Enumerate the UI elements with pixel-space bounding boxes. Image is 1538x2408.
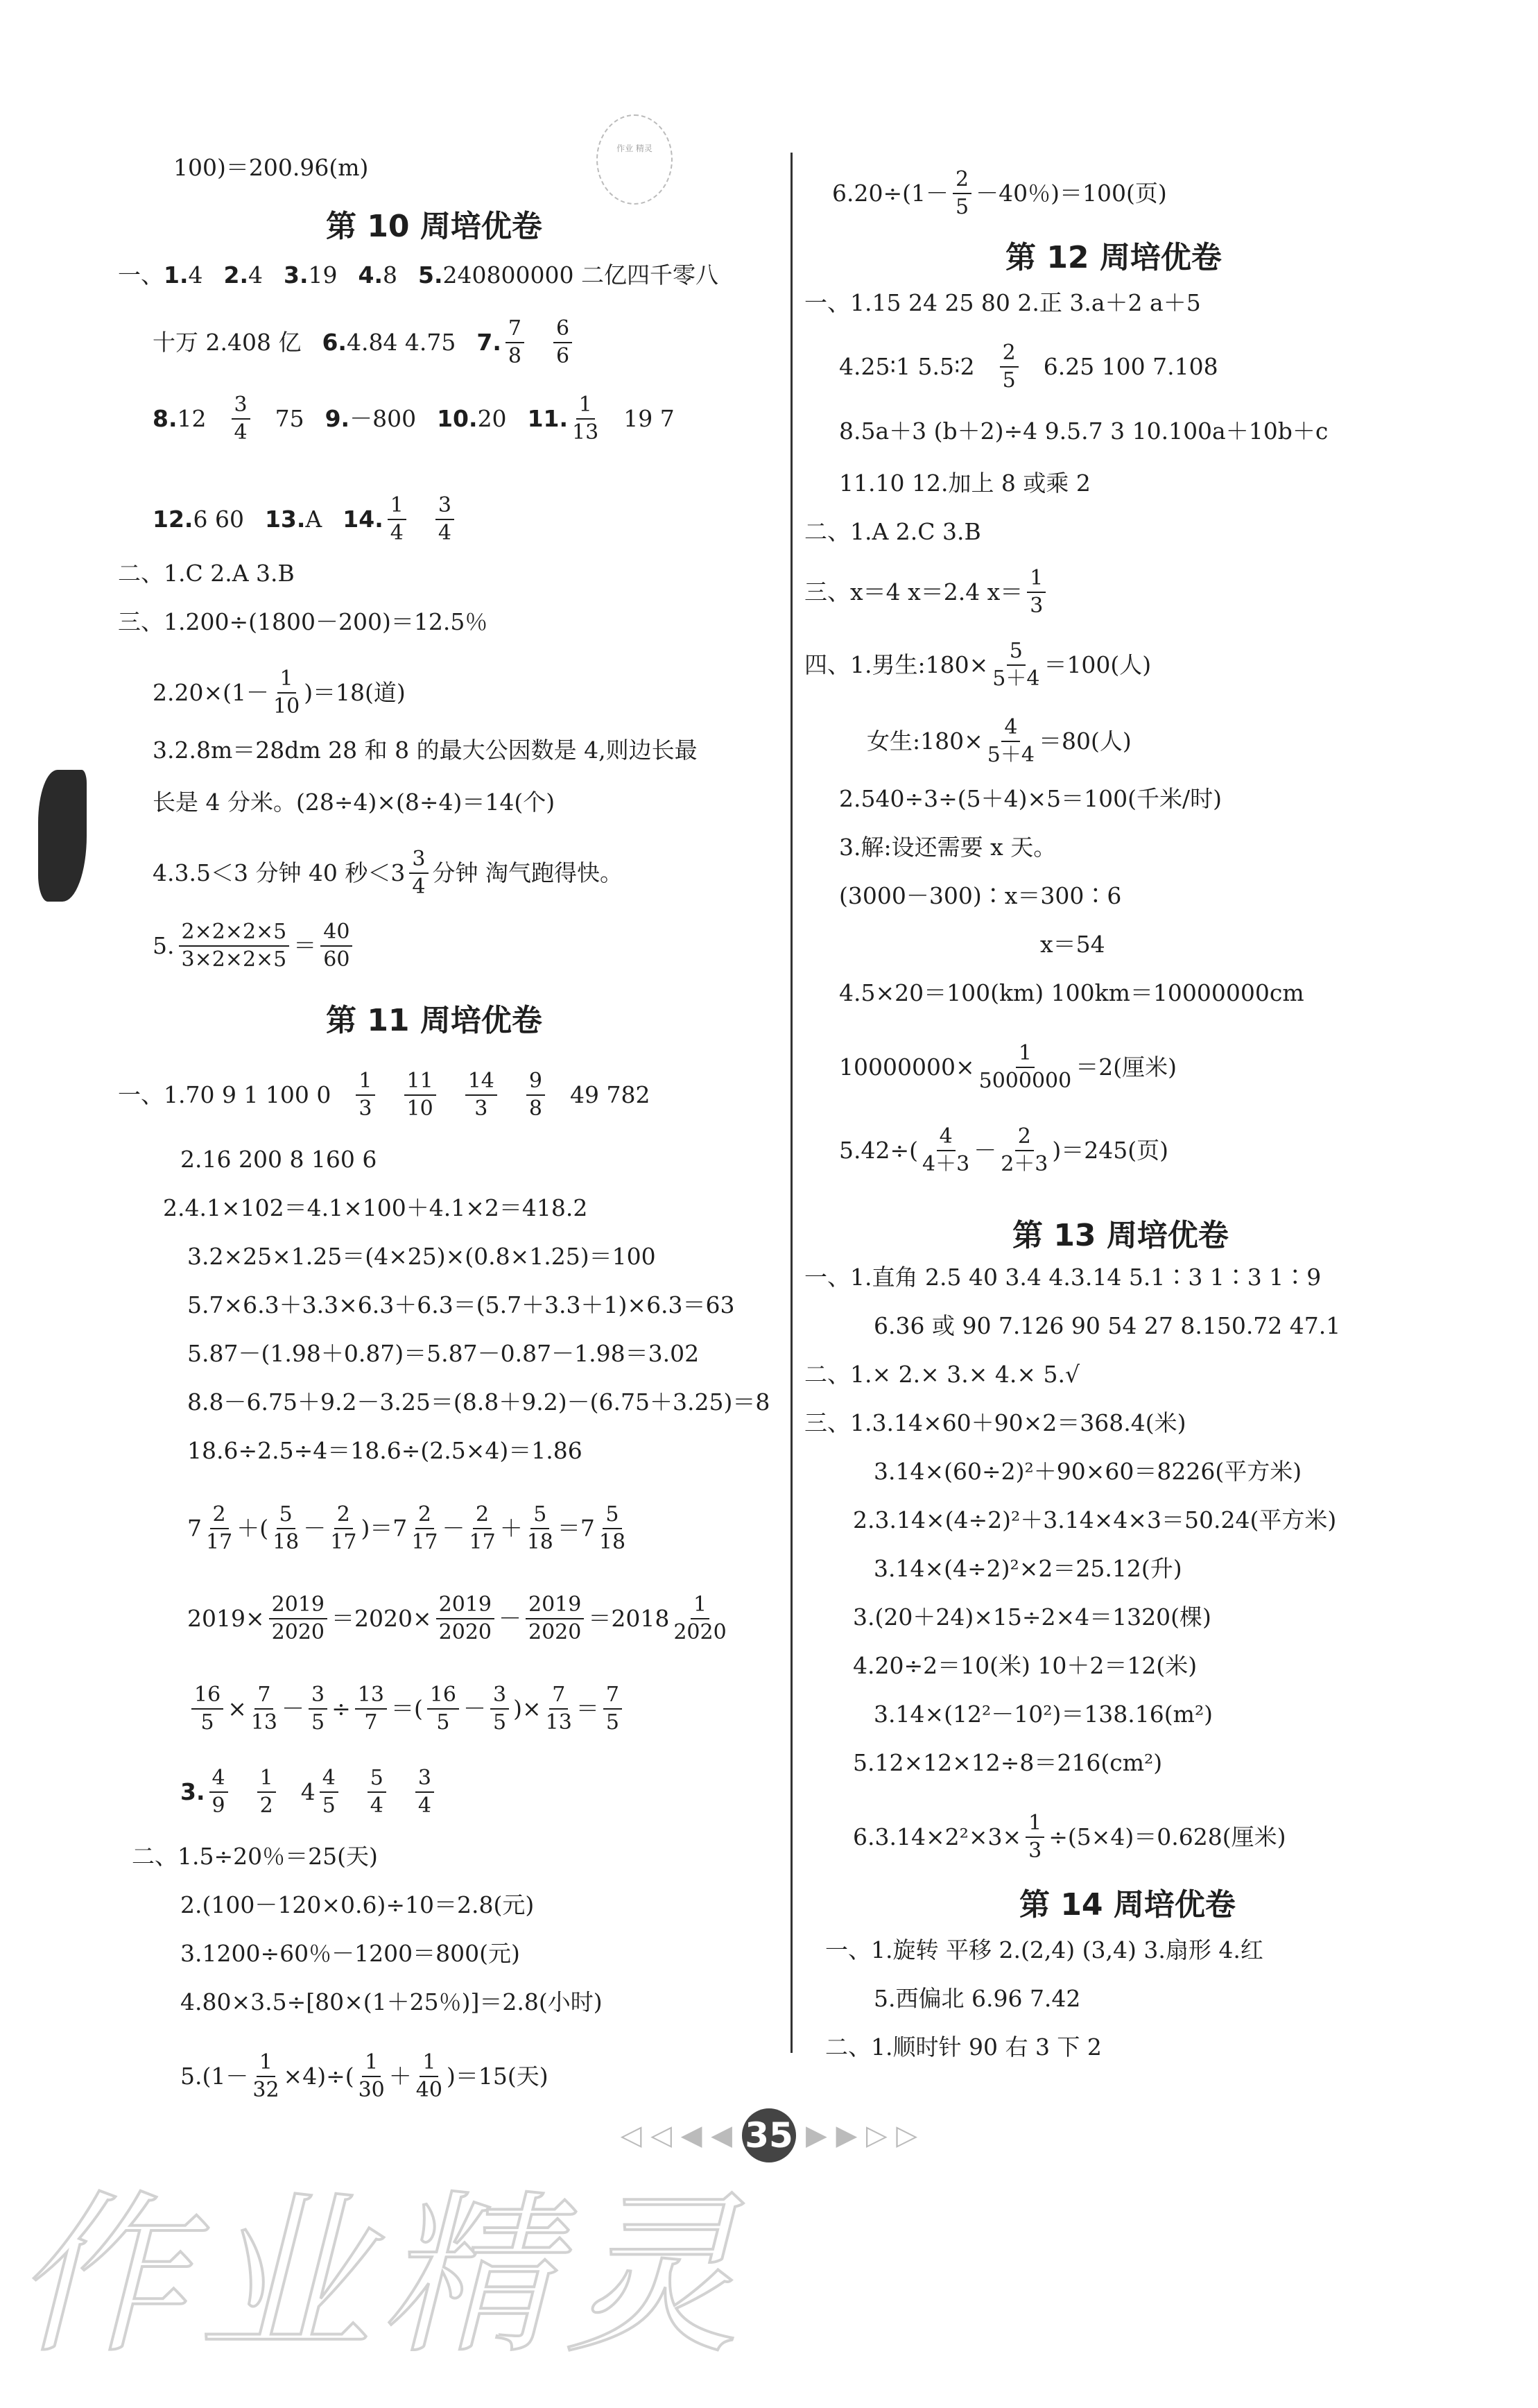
line: 12. 6 60 13. A 14. 1 4 3 4 bbox=[153, 492, 458, 547]
line: 4.3.5＜3 分钟 40 秒＜3 3 4 分钟 淘气跑得快。 bbox=[153, 847, 623, 899]
line: 3.14×(60÷2)²＋90×60＝8226(平方米) bbox=[874, 1458, 1302, 1485]
line: 4.25∶1 5.5∶2 2 5 6.25 100 7.108 bbox=[839, 341, 1218, 393]
line: 6.20÷(1－ 2 5 －40％)＝100(页) bbox=[832, 167, 1167, 219]
line: x＝54 bbox=[1040, 931, 1105, 958]
line: 3.14×(12²－10²)＝138.16(m²) bbox=[874, 1701, 1213, 1728]
line: (3000－300)∶x＝300∶6 bbox=[839, 882, 1122, 909]
arrows-left-icon: ◁ ◁ ◀ ◀ bbox=[620, 2119, 732, 2151]
line: 三、1.3.14×60＋90×2＝368.4(米) bbox=[804, 1409, 1186, 1436]
stamp-logo: 作业 精灵 bbox=[596, 114, 673, 205]
line: 7 2 17 ＋( 5 18 － 2 17 )＝7 2 17 － 2 17 ＋ 5 18 ＝7 5 18 bbox=[187, 1502, 626, 1554]
line: 二、1.顺时针 90 右 3 下 2 bbox=[825, 2033, 1102, 2061]
line: 4.5×20＝100(km) 100km＝10000000cm bbox=[839, 979, 1304, 1006]
line: 一、1.15 24 25 80 2.正 3.a＋2 a＋5 bbox=[804, 289, 1201, 316]
line: 一、 1. 4 2. 4 3. 19 4. 8 5. 240800000 二亿四千零八 bbox=[118, 261, 718, 289]
line: 一、1.旋转 平移 2.(2,4) (3,4) 3.扇形 4.红 bbox=[825, 1936, 1263, 1963]
section-title-week10: 第 10 周培优卷 bbox=[326, 209, 542, 244]
scan-smudge bbox=[38, 770, 87, 902]
line: 2.20×(1－ 1 10 )＝18(道) bbox=[153, 666, 406, 719]
line: 2.16 200 8 160 6 bbox=[180, 1146, 377, 1173]
line: 二、1.C 2.A 3.B bbox=[118, 560, 295, 587]
line: 8.8－6.75＋9.2－3.25＝(8.8＋9.2)－(6.75＋3.25)＝8 bbox=[187, 1388, 770, 1416]
line: 5.12×12×12÷8＝216(cm²) bbox=[853, 1749, 1163, 1776]
line: 8. 12 3 4 75 9. －800 10. 20 11. 1 13 19 7 bbox=[153, 393, 675, 445]
line: 一、1.70 9 1 100 0 1 3 11 10 14 3 9 8 49 782 bbox=[118, 1069, 650, 1121]
line: 十万 2.408 亿 6. 4.84 4.75 7. 7 8 6 6 bbox=[153, 316, 576, 370]
line: 二、1.5÷20％＝25(天) bbox=[132, 1843, 378, 1870]
line: 5.42÷( 4 4＋3 － 2 2＋3 )＝245(页) bbox=[839, 1124, 1169, 1176]
line: 2.(100－120×0.6)÷10＝2.8(元) bbox=[180, 1891, 535, 1918]
line: 5.西偏北 6.96 7.42 bbox=[874, 1985, 1081, 2012]
line: 2.3.14×(4÷2)²＋3.14×4×3＝50.24(平方米) bbox=[853, 1506, 1337, 1533]
line: 3.2.8m＝28dm 28 和 8 的最大公因数是 4,则边长最 bbox=[153, 737, 698, 764]
line: 5.87－(1.98＋0.87)＝5.87－0.87－1.98＝3.02 bbox=[187, 1340, 700, 1367]
section-title-week14: 第 14 周培优卷 bbox=[1019, 1887, 1236, 1923]
line: 二、1.× 2.× 3.× 4.× 5.√ bbox=[804, 1361, 1080, 1388]
line: 18.6÷2.5÷4＝18.6÷(2.5×4)＝1.86 bbox=[187, 1437, 582, 1464]
line: 6.36 或 90 7.126 90 54 27 8.150.72 47.1 bbox=[874, 1312, 1341, 1339]
line: 5. 2×2×2×5 3×2×2×5 ＝ 40 60 bbox=[153, 919, 356, 973]
line: 女生:180× $\frac{4}{5+4}$ ＝80(人) bbox=[867, 715, 1132, 767]
line: 3. 4 9 1 2 4 4 5 5 4 3 4 bbox=[180, 1765, 438, 1819]
line: 3.2×25×1.25＝(4×25)×(0.8×1.25)＝100 bbox=[187, 1243, 656, 1270]
section-title-week13: 第 13 周培优卷 bbox=[1012, 1218, 1229, 1253]
column-divider bbox=[790, 153, 793, 2053]
line: 二、1.A 2.C 3.B bbox=[804, 518, 981, 545]
line: 5.(1－ $\frac{1}{32}$ ×4)÷( 1 30 ＋ 1 40 )＝15(天) bbox=[180, 2050, 548, 2102]
line: 3.14×(4÷2)²×2＝25.12(升) bbox=[874, 1555, 1182, 1582]
line: 6.3.14×2²×3× $\frac{1}{3}$ ÷(5×4)＝0.628(厘米) bbox=[853, 1811, 1286, 1863]
line: 4.20÷2＝10(米) 10＋2＝12(米) bbox=[853, 1652, 1198, 1679]
line: 一、1.直角 2.5 40 3.4 4.3.14 5.1∶3 1∶3 1∶9 bbox=[804, 1264, 1322, 1291]
line: 10000000× $\frac{1}{5000000}$ ＝2(厘米) bbox=[839, 1041, 1177, 1093]
line: 11.10 12.加上 8 或乘 2 bbox=[839, 470, 1091, 497]
arrows-right-icon: ▶ ▶ ▷ ▷ bbox=[806, 2119, 918, 2151]
watermark-logo: 作业精灵 bbox=[14, 2175, 749, 2377]
section-title-week12: 第 12 周培优卷 bbox=[1005, 240, 1222, 275]
line: 2.540÷3÷(5＋4)×5＝100(千米/时) bbox=[839, 785, 1222, 812]
line: 3.解:设还需要 x 天。 bbox=[839, 834, 1057, 861]
line: 三、1.200÷(1800－200)＝12.5％ bbox=[118, 608, 488, 635]
section-title-week11: 第 11 周培优卷 bbox=[326, 1003, 542, 1038]
line: 长是 4 分米。(28÷4)×(8÷4)＝14(个) bbox=[153, 789, 555, 816]
line: 四、1.男生:180× $\frac{5}{5+4}$ ＝100(人) bbox=[804, 639, 1152, 691]
line: 5.7×6.3＋3.3×6.3＋6.3＝(5.7＋3.3＋1)×6.3＝63 bbox=[187, 1291, 735, 1318]
line: 2019× $\frac{2019}{2020}$ ＝2020× $\frac{2019}{2020}$ － 2019 2020 ＝2018 1 2020 bbox=[187, 1592, 727, 1644]
line: 3.1200÷60％－1200＝800(元) bbox=[180, 1940, 520, 1967]
line: 100)＝200.96(m) bbox=[173, 154, 369, 181]
line: 8.5a＋3 (b＋2)÷4 9.5.7 3 10.100a＋10b＋c bbox=[839, 418, 1329, 445]
line: 2.4.1×102＝4.1×100＋4.1×2＝418.2 bbox=[163, 1194, 588, 1221]
line: 4.80×3.5÷[80×(1＋25％)]＝2.8(小时) bbox=[180, 1988, 603, 2015]
line: 3.(20＋24)×15÷2×4＝1320(棵) bbox=[853, 1603, 1211, 1631]
line: $\frac{16}{5}$ × $\frac{7}{13}$ － $\frac{3}{5}$ ÷ $\frac{13}{7}$ ＝( 16 5 － 3 5 )× $\frac{7}{13}$ ＝ 7 5 bbox=[187, 1682, 626, 1736]
page-number: 35 bbox=[742, 2108, 796, 2162]
line: 三、x＝4 x＝2.4 x＝ 1 3 bbox=[804, 565, 1050, 619]
